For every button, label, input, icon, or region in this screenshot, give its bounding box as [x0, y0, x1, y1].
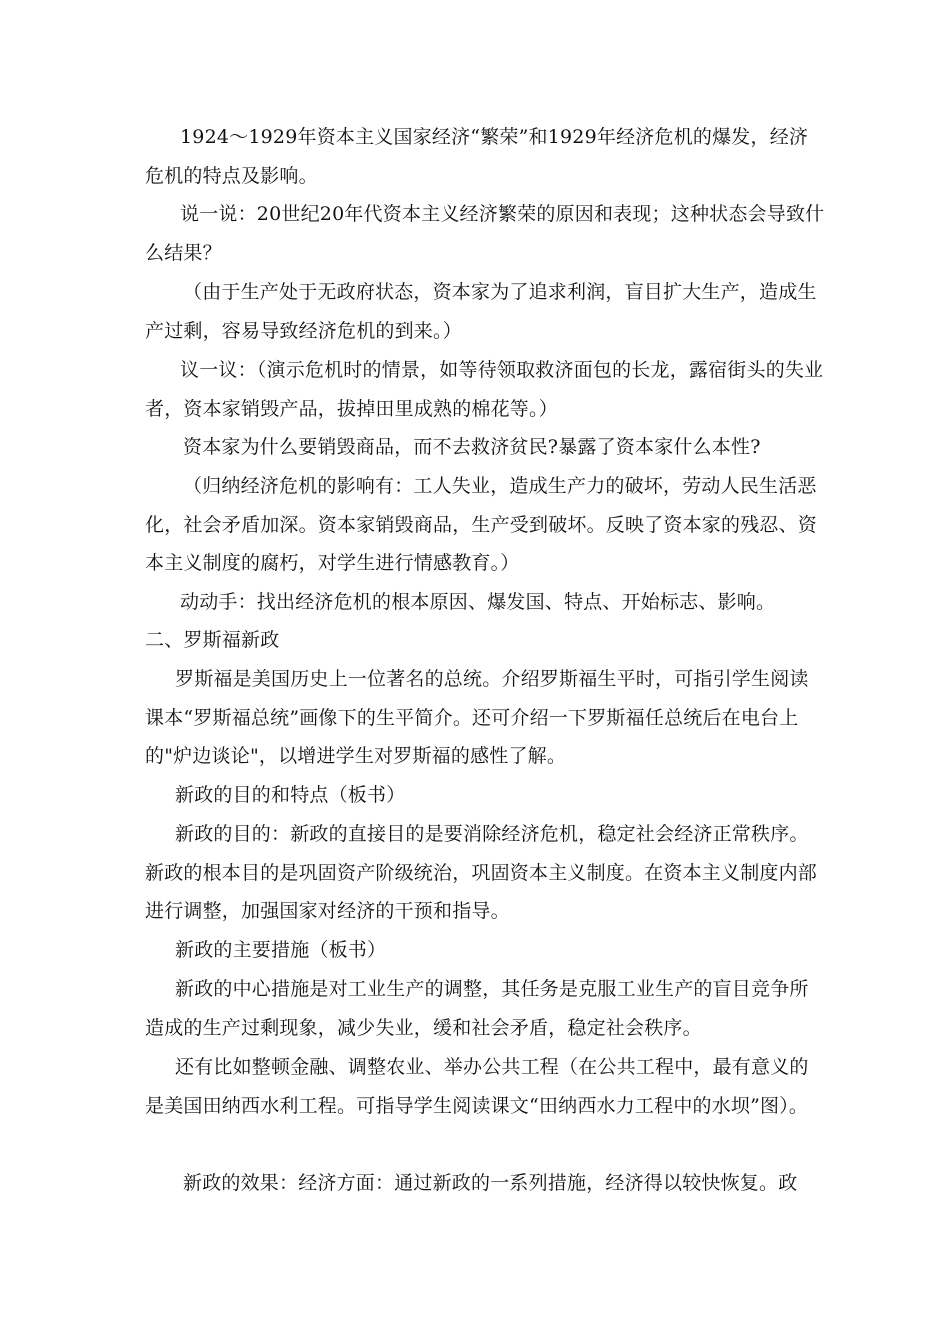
- subheading-purpose: 新政的目的和特点（板书）: [175, 784, 406, 806]
- paragraph-purpose: 新政的目的：新政的直接目的是要消除经济危机，稳定社会经济正常秩序。新政的根本目的是巩固资产阶级统治，巩固资本主义制度。在资本主义制度内部进行调整，加强国家对经济的干预和指导。: [145, 823, 818, 922]
- paragraph-discussion-prompt: 说一说：20世纪20年代资本主义经济繁荣的原因和表现；这种状态会导致什么结果？: [145, 203, 825, 264]
- paragraph-crisis-impact: （归纳经济危机的影响有：工人失业，造成生产力的破坏，劳动人民生活恶化，社会矛盾加深。资本家销毁商品，生产受到破坏。反映了资本家的残忍、资本主义制度的腐朽，对学生进行情感教育。）: [145, 475, 818, 574]
- paragraph-activity: 动动手：找出经济危机的根本原因、爆发国、特点、开始标志、影响。: [180, 591, 776, 613]
- paragraph-crisis-intro: 1924～1929年资本主义国家经济“繁荣”和1929年经济危机的爆发，经济危机的特点及影响。: [145, 126, 809, 187]
- paragraph-other-measures: 还有比如整顿金融、调整农业、举办公共工程（在公共工程中，最有意义的是美国田纳西水利工程。可指导学生阅读课文“田纳西水力工程中的水坝”图）。: [145, 1056, 809, 1117]
- paragraph-effects: 新政的效果：经济方面：通过新政的一系列措施，经济得以较快恢复。政: [183, 1172, 798, 1194]
- section-heading-new-deal: 二、罗斯福新政: [145, 629, 280, 651]
- paragraph-central-measure: 新政的中心措施是对工业生产的调整，其任务是克服工业生产的盲目竞争所造成的生产过剩现象，减少失业，缓和社会矛盾，稳定社会秩序。: [145, 978, 809, 1039]
- subheading-measures: 新政的主要措施（板书）: [175, 939, 387, 961]
- paragraph-debate-scene: 议一议：（演示危机时的情景，如等待领取救济面包的长龙，露宿街头的失业者，资本家销毁产品，拔掉田里成熟的棉花等。）: [145, 359, 824, 420]
- paragraph-capitalist-question: 资本家为什么要销毁商品，而不去救济贫民?暴露了资本家什么本性?: [183, 436, 761, 458]
- paragraph-overproduction-answer: （由于生产处于无政府状态，资本家为了追求利润，盲目扩大生产，造成生产过剩，容易导致经济危机的到来。）: [145, 281, 817, 342]
- paragraph-roosevelt-intro: 罗斯福是美国历史上一位著名的总统。介绍罗斯福生平时，可指引学生阅读课本“罗斯福总统”画像下的生平简介。还可介绍一下罗斯福任总统后在电台上的"炉边谈论"，以增进学生对罗斯福的感性了解。: [145, 668, 809, 767]
